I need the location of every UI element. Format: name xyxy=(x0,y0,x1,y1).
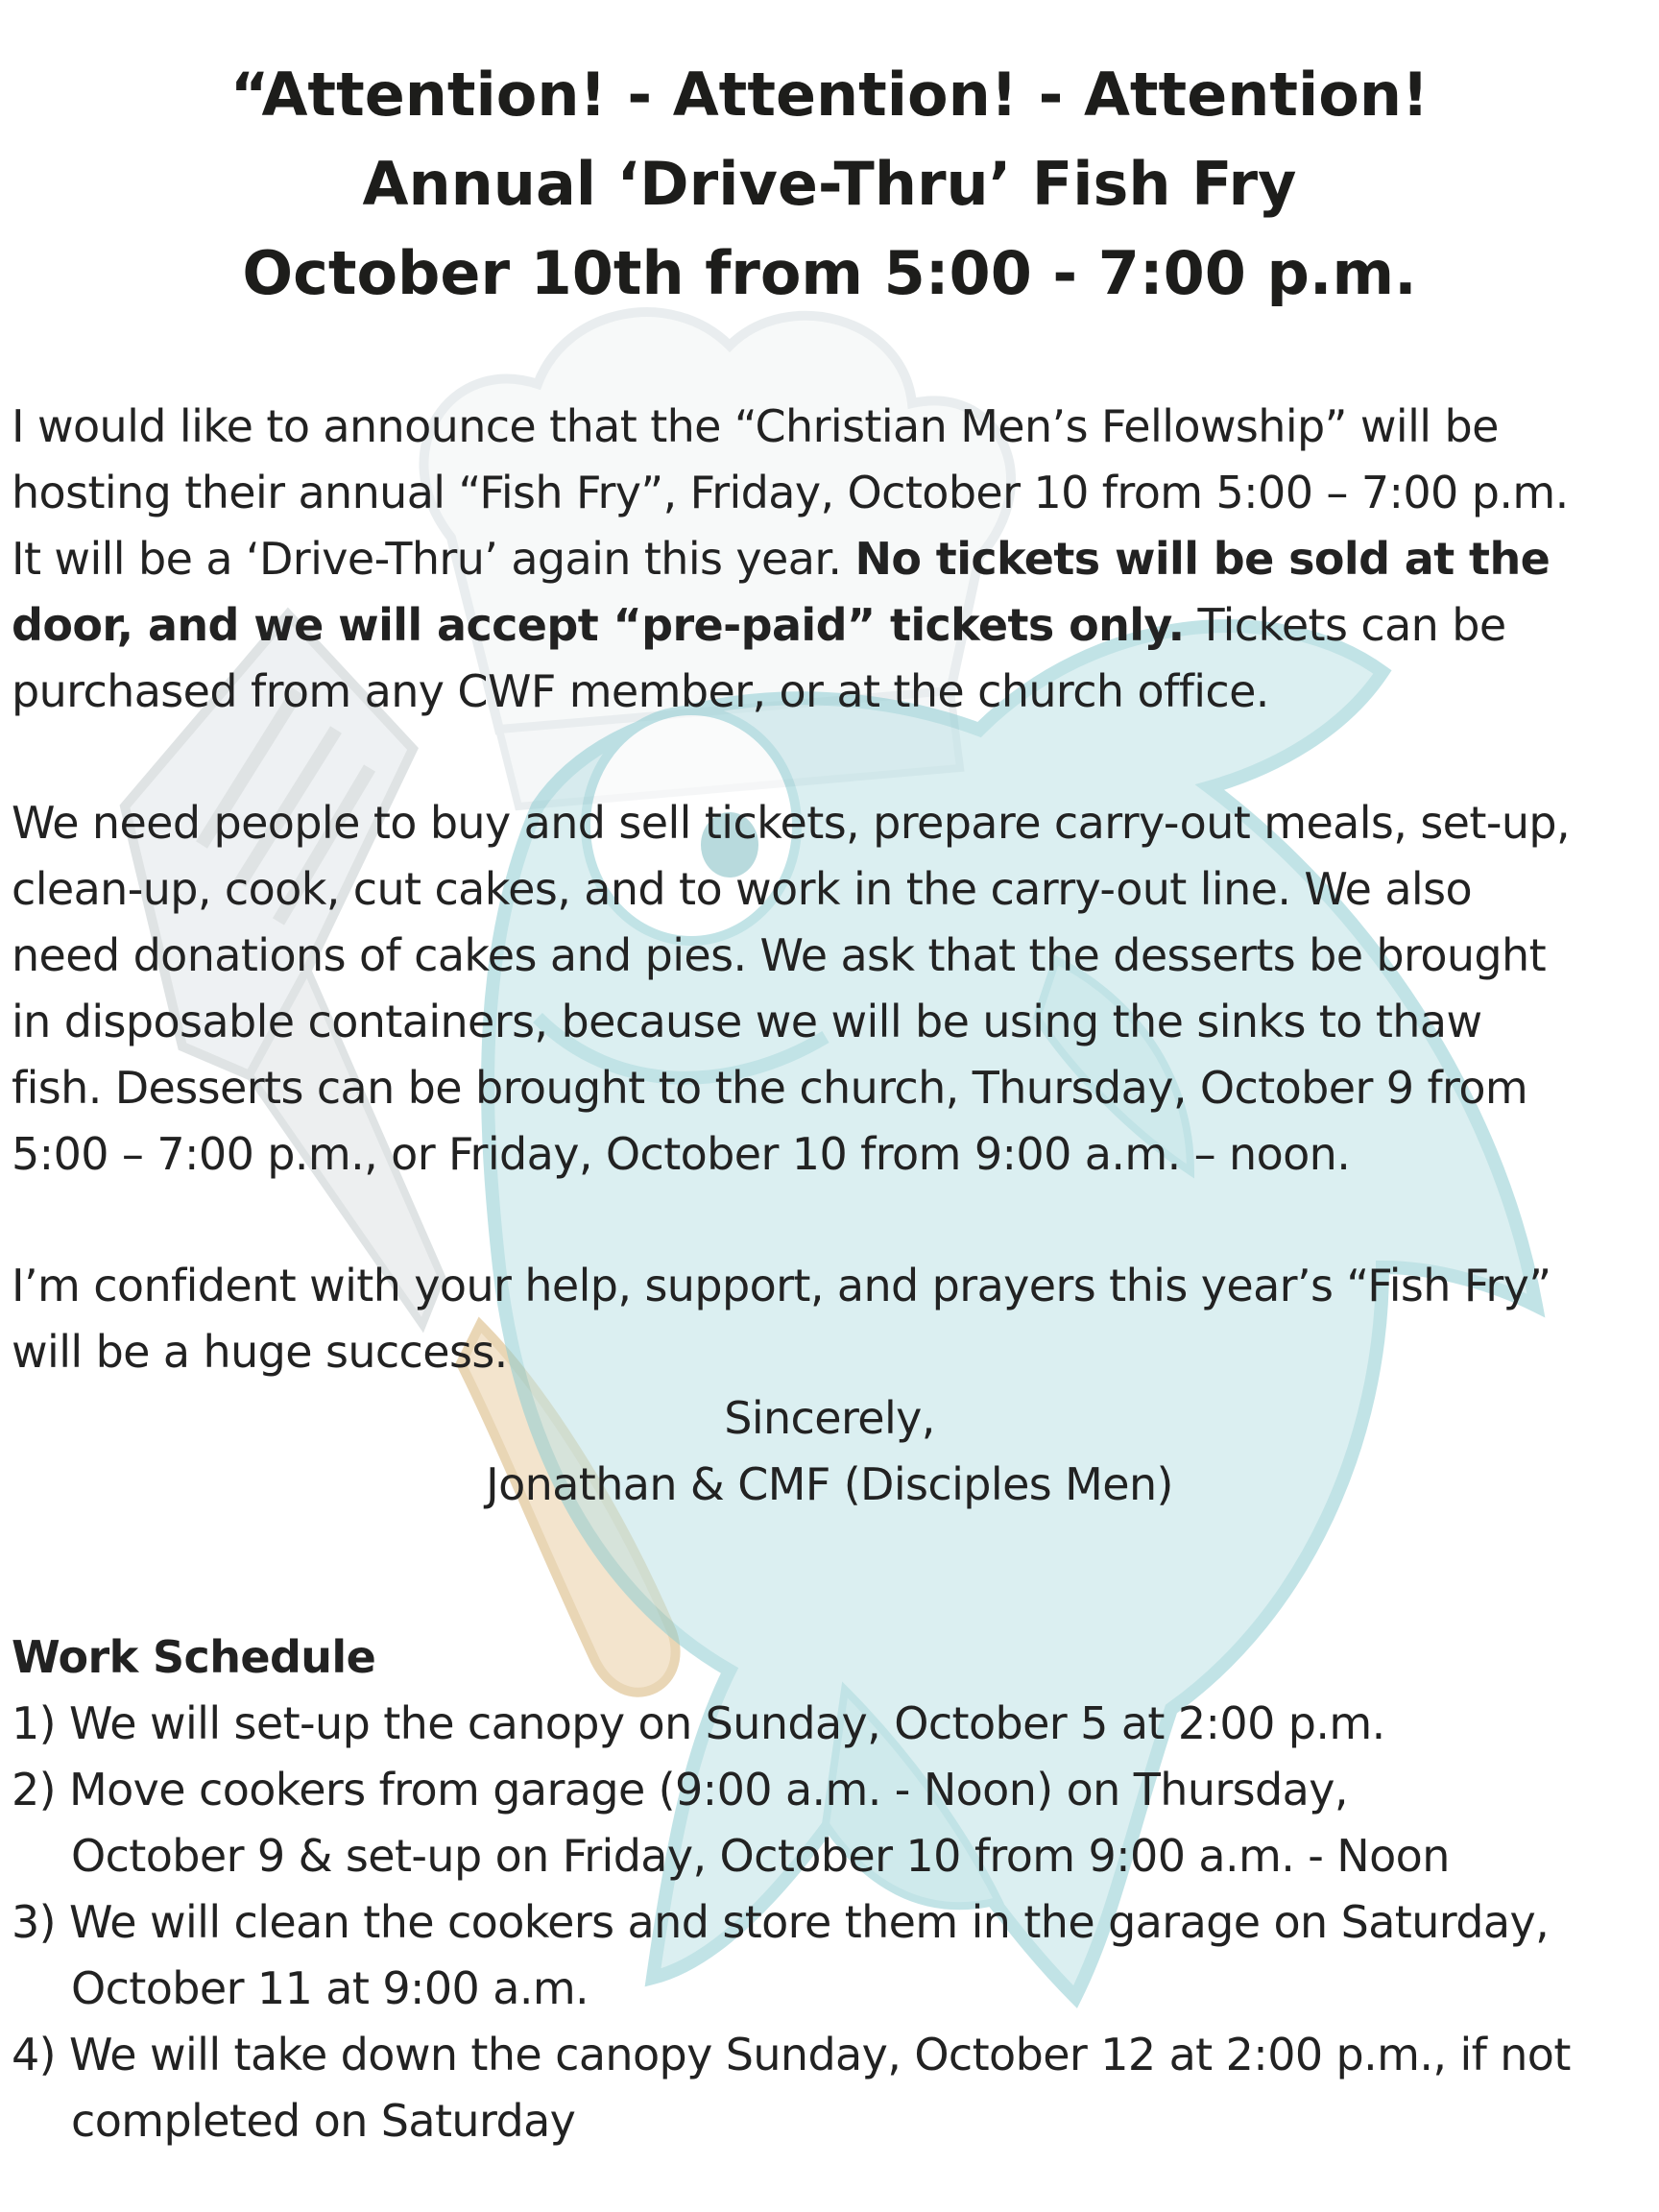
schedule-item-continuation: October 11 at 9:00 a.m. xyxy=(71,1962,589,2014)
schedule-item-line: 3) We will clean the cookers and store them in the garage on Saturday, xyxy=(12,1896,1550,1948)
signature-salutation: Sincerely, xyxy=(724,1392,935,1444)
signature-name: Jonathan & CMF (Disciples Men) xyxy=(486,1458,1173,1510)
schedule-item-continuation: October 9 & set-up on Friday, October 10 from 9:00 a.m. - Noon xyxy=(71,1830,1450,1882)
title-line-event: Annual ‘Drive-Thru’ Fish Fry xyxy=(362,149,1297,219)
schedule-item xyxy=(12,1889,1659,2022)
closing-line: will be a huge success. xyxy=(12,1326,508,1378)
closing-paragraph xyxy=(12,1253,1659,1385)
ticket-notice-bold: No tickets will be sold at the xyxy=(854,533,1551,585)
ticket-notice-bold: door, and we will accept “pre-paid” tickets only. xyxy=(12,599,1185,651)
volunteers-line: clean-up, cook, cut cakes, and to work in the carry-out line. We also xyxy=(12,863,1473,915)
volunteers-line: need donations of cakes and pies. We ask that the desserts be brought xyxy=(12,929,1547,981)
announcement-line xyxy=(12,526,1659,592)
volunteers-paragraph xyxy=(12,790,1659,1188)
announcement-line: I would like to announce that the “Christian Men’s Fellowship” will be xyxy=(12,400,1499,452)
volunteers-line: in disposable containers, because we will be using the sinks to thaw xyxy=(12,996,1482,1047)
volunteers-line: We need people to buy and sell tickets, prepare carry-out meals, set-up, xyxy=(12,797,1570,849)
schedule-item xyxy=(12,2022,1659,2154)
volunteers-line: 5:00 – 7:00 p.m., or Friday, October 10 from 9:00 a.m. – noon. xyxy=(12,1128,1351,1180)
title-line-date: October 10th from 5:00 - 7:00 p.m. xyxy=(242,238,1417,308)
volunteers-line: fish. Desserts can be brought to the church, Thursday, October 9 from xyxy=(12,1062,1528,1114)
announcement-text: It will be a ‘Drive-Thru’ again this year. xyxy=(12,533,855,585)
schedule-item-continuation: completed on Saturday xyxy=(71,2095,576,2147)
schedule-item xyxy=(12,1691,1659,1757)
announcement-line: purchased from any CWF member, or at the church office. xyxy=(12,665,1269,717)
closing-line: I’m confident with your help, support, and prayers this year’s “Fish Fry” xyxy=(12,1260,1551,1311)
schedule-item-line: 2) Move cookers from garage (9:00 a.m. - Noon) on Thursday, xyxy=(12,1764,1348,1815)
title-line-attention: “Attention! - Attention! - Attention! xyxy=(229,60,1430,130)
work-schedule-heading: Work Schedule xyxy=(12,1631,376,1683)
announcement-line xyxy=(12,592,1659,659)
announcement-text: Tickets can be xyxy=(1184,599,1506,651)
schedule-item-line: 4) We will take down the canopy Sunday, October 12 at 2:00 p.m., if not xyxy=(12,2029,1571,2080)
schedule-item xyxy=(12,1757,1659,1889)
flyer-title xyxy=(0,50,1659,318)
announcement-paragraph xyxy=(12,394,1659,725)
announcement-line: hosting their annual “Fish Fry”, Friday, October 10 from 5:00 – 7:00 p.m. xyxy=(12,467,1569,518)
schedule-item-line: 1) We will set-up the canopy on Sunday, October 5 at 2:00 p.m. xyxy=(12,1697,1385,1749)
